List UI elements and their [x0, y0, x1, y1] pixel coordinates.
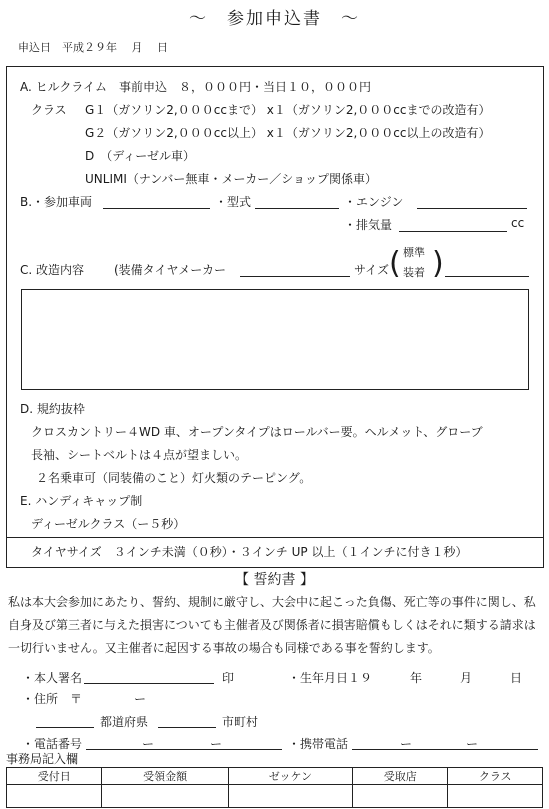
size-field[interactable]: [445, 276, 529, 277]
engine-label: ・エンジン: [344, 195, 404, 209]
class-g2: G２（ガソリン2,０００cc以上） x１（ガソリン2,０００cc以上の改造有）: [85, 126, 491, 140]
section-e-heading: E. ハンディキャップ制: [20, 494, 143, 508]
received-date-header: 受付日: [7, 768, 102, 785]
section-a-heading: A. ヒルクライム 事前申込 ８，０００円・当日１０，０００円: [20, 80, 372, 94]
section-b-heading: B.・参加車両: [20, 195, 93, 209]
model-label: ・型式: [215, 195, 252, 209]
mobile-dash-2: ー: [466, 737, 479, 751]
class-unlimi: UNLIMI（ナンバー無車・メーカー／ショップ関係車）: [85, 172, 377, 186]
application-date: 申込日 平成２９年 月 日: [18, 41, 168, 54]
vehicle-field[interactable]: [103, 208, 210, 209]
mobile-field[interactable]: [352, 749, 538, 750]
displacement-label: ・排気量: [344, 218, 393, 232]
displacement-unit: cc: [511, 216, 525, 230]
class-header: クラス: [448, 768, 543, 785]
pledge-title: 【 誓約書 】: [235, 572, 314, 588]
class-cell[interactable]: [448, 785, 543, 808]
mobile-label: ・携帯電話: [288, 737, 349, 751]
class-label: クラス: [31, 103, 67, 117]
receiving-shop-header: 受取店: [352, 768, 447, 785]
rule-line-3: ２名乗車可（同装備のこと）灯火類のテーピング。: [36, 471, 312, 485]
application-form-frame: [6, 66, 544, 568]
signature-label: ・本人署名: [22, 671, 83, 685]
left-paren-icon: (: [389, 246, 401, 281]
modification-details-box[interactable]: [21, 289, 529, 390]
tire-maker-field[interactable]: [240, 276, 350, 277]
phone-field[interactable]: [86, 749, 282, 750]
postal-code-dash: ー: [134, 692, 147, 706]
class-g1: G１（ガソリン2,０００ccまで） x１（ガソリン2,０００ccまでの改造有）: [85, 103, 491, 117]
address-label: ・住所 〒: [22, 692, 83, 706]
receiving-shop-cell[interactable]: [352, 785, 447, 808]
section-d-heading: D. 規約抜枠: [20, 402, 85, 416]
engine-field[interactable]: [417, 208, 527, 209]
tire-maker-label: (装備タイヤメーカー: [114, 263, 226, 277]
section-divider: [7, 537, 543, 538]
received-date-cell[interactable]: [7, 785, 102, 808]
handicap-line-1: ディーゼルクラス（ー５秒）: [31, 517, 186, 531]
page-title: ～ 参加申込書 ～: [189, 9, 360, 29]
birth-day: 日: [510, 671, 523, 685]
office-use-label: 事務局記入欄: [6, 752, 79, 766]
size-option-fitted: 装着: [403, 266, 425, 279]
section-c-heading: C. 改造内容: [20, 263, 85, 277]
birthdate-label: ・生年月日１９: [288, 671, 373, 685]
model-field[interactable]: [255, 208, 339, 209]
seal-mark: 印: [222, 671, 235, 685]
bib-number-header: ゼッケン: [228, 768, 352, 785]
bib-number-cell[interactable]: [228, 785, 352, 808]
rule-line-2: 長袖、シートベルトは４点が望ましい。: [31, 448, 248, 462]
right-paren-icon: ): [432, 246, 444, 281]
amount-received-cell[interactable]: [102, 785, 228, 808]
mobile-dash-1: ー: [400, 737, 413, 751]
city-label: 市町村: [222, 715, 259, 729]
size-label: サイズ: [354, 263, 390, 277]
size-option-standard: 標準: [403, 246, 425, 259]
phone-dash-1: ー: [142, 737, 155, 751]
phone-label: ・電話番号: [22, 737, 83, 751]
city-field[interactable]: [158, 727, 216, 728]
pledge-text: 私は本大会参加にあたり、誓約、規制に厳守し、大会中に起こった負傷、死亡等の事件に関し、私自身及び第三者に与えた損害についても主催者及び関係者に損害賠償もしくはそれに類する請求は一切行いません。又主催者に起因する事故の場合も同様である事を誓約します。: [8, 595, 536, 655]
birth-year: 年: [410, 671, 423, 685]
phone-dash-2: ー: [210, 737, 223, 751]
amount-received-header: 受領金額: [102, 768, 228, 785]
signature-field[interactable]: [84, 683, 214, 684]
displacement-field[interactable]: [399, 231, 507, 232]
birth-month: 月: [460, 671, 473, 685]
prefecture-label: 都道府県: [100, 715, 149, 729]
handicap-line-2: タイヤサイズ ３インチ未満（０秒）・３インチ UP 以上（１インチに付き１秒）: [31, 545, 468, 559]
office-use-table: [6, 767, 543, 808]
prefecture-field[interactable]: [36, 727, 94, 728]
rule-line-1: クロスカントリー４WD 車、オープンタイプはロールバー要。ヘルメット、グローブ: [31, 425, 483, 439]
class-d: D （ディーゼル車）: [85, 149, 196, 163]
